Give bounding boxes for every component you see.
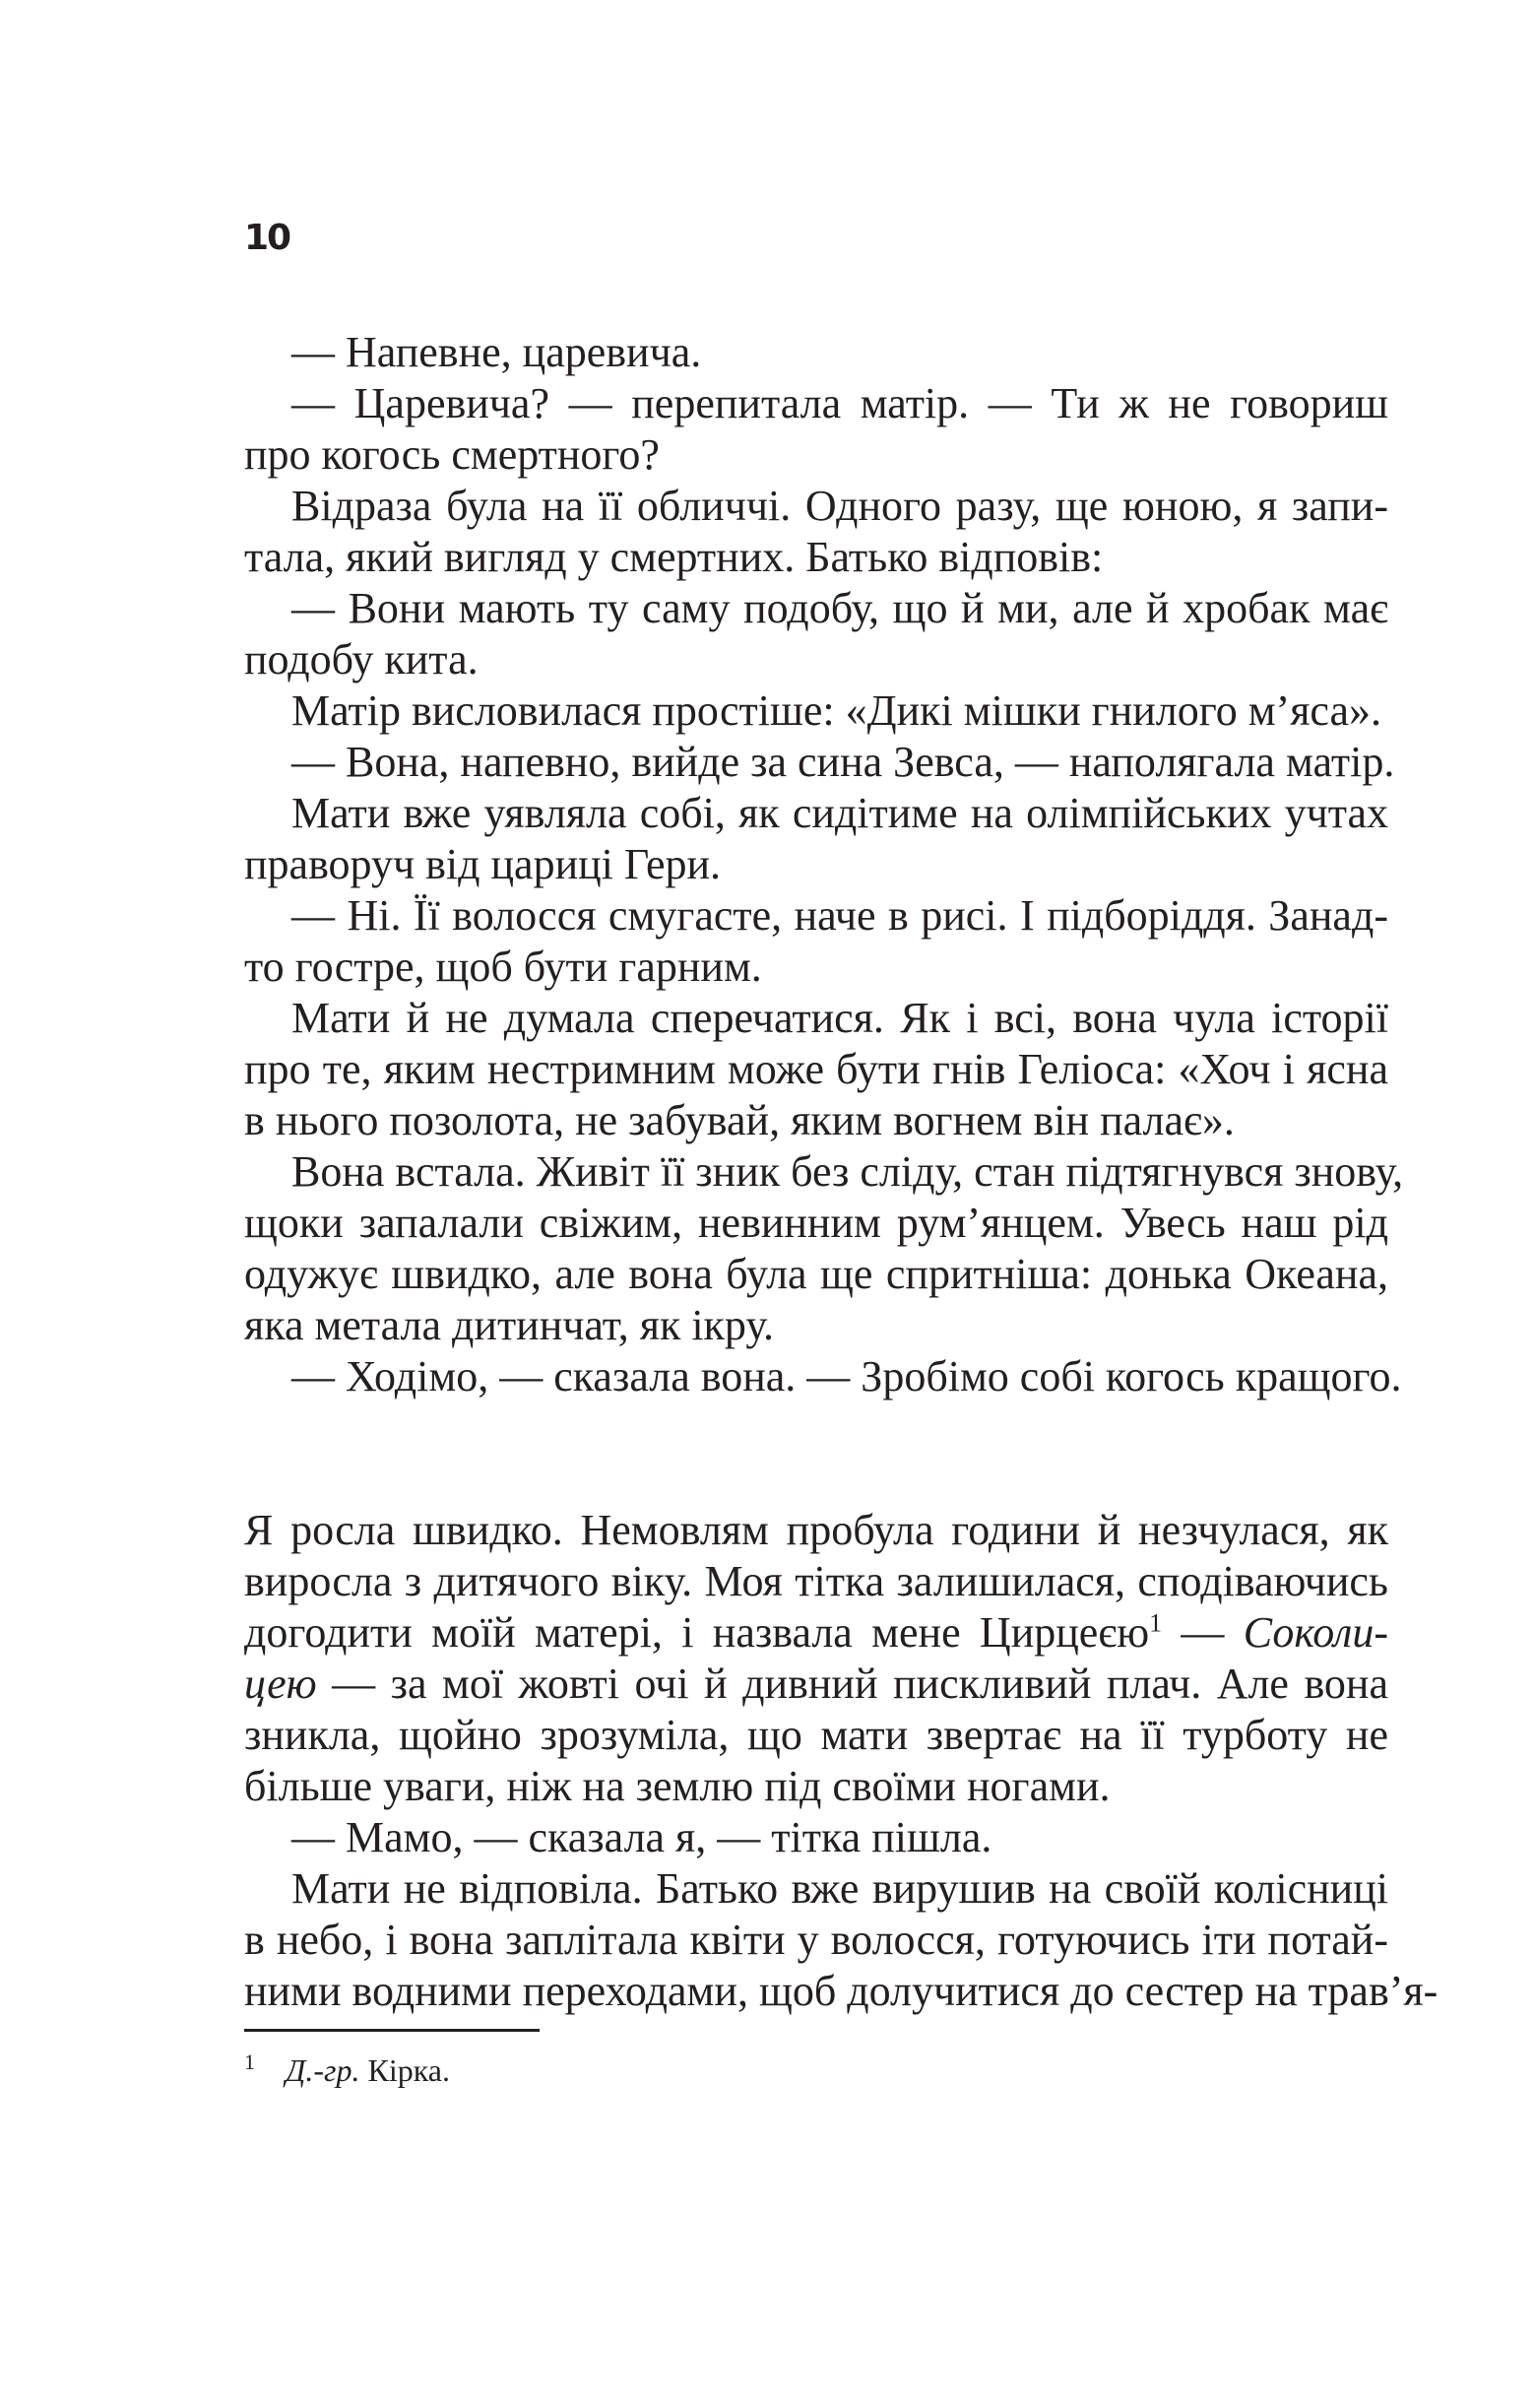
text-block-1 xyxy=(244,327,1404,1402)
paragraph-line: — Царевича? — перепитала матір. — Ти ж не говориш xyxy=(291,379,1388,427)
paragraph-line: Мати не відповіла. Батько вже вирушив на своїй колісниці xyxy=(291,1864,1388,1913)
text-run: — xyxy=(1162,1608,1244,1657)
footnote-reference: 1 xyxy=(1149,1608,1163,1638)
paragraph-line: тала, який вигляд у смертних. Батько відповів: xyxy=(244,533,1104,581)
paragraph-line: — Мамо, — сказала я, — тітка пішла. xyxy=(291,1813,992,1861)
paragraph-line xyxy=(244,1607,1388,1659)
paragraph-line xyxy=(244,1659,1388,1710)
paragraph-line: — Напевне, царевича. xyxy=(291,328,702,376)
footnote: 1 Д.-гр. Кірка. xyxy=(244,2050,450,2088)
paragraph-line: — Вона, напевно, вийде за сина Зевса, — наполягала матір. xyxy=(291,738,1395,786)
paragraph-line: — Ні. Її волосся смугасте, наче в рисі. І підборіддя. Занад- xyxy=(291,891,1388,940)
paragraph-line: праворуч від цариці Гери. xyxy=(244,840,722,888)
paragraph-line: подобу кита. xyxy=(244,635,479,683)
paragraph-line: щоки запалали свіжим, невинним рум’янцем. Увесь наш рід xyxy=(244,1199,1388,1247)
paragraph-line: — Вони мають ту саму подобу, що й ми, але й хробак має xyxy=(291,584,1388,632)
paragraph-line: виросла з дитячого віку. Моя тітка залишилася, сподіваючись xyxy=(244,1557,1388,1605)
paragraph-line: більше уваги, ніж на землю під своїми ногами. xyxy=(244,1762,1111,1810)
text-block-2 xyxy=(244,1505,1439,2017)
page-number: 10 xyxy=(244,218,290,258)
paragraph-line: в небо, і вона заплітала квіти у волосся, готуючись іти потай- xyxy=(244,1916,1388,1964)
paragraph-line: про те, яким нестримним може бути гнів Геліоса: «Хоч і ясна xyxy=(244,1045,1388,1093)
footnote-abbreviation: Д.-гр. xyxy=(286,2052,360,2088)
paragraph-line: Відраза була на її обличчі. Одного разу, ще юною, я запи- xyxy=(291,482,1388,530)
paragraph-line: Матір висловилася простіше: «Дикі мішки гнилого м’яса». xyxy=(291,686,1382,735)
paragraph-line: про когось смертного? xyxy=(244,430,660,479)
paragraph-line: то гостре, щоб бути гарним. xyxy=(244,943,762,991)
text-run: догодити моїй матері, і назвала мене Цирцеєю xyxy=(244,1608,1150,1657)
footnote-divider xyxy=(244,2029,540,2032)
paragraph-line: — Ходімо, — сказала вона. — Зробімо собі когось кращого. xyxy=(291,1352,1402,1400)
italic-text: цею xyxy=(244,1660,317,1708)
paragraph-line: зникла, щойно зрозуміла, що мати звертає на її турботу не xyxy=(244,1711,1388,1759)
paragraph-line: одужує швидко, але вона була ще спритніша: донька Океана, xyxy=(244,1250,1388,1298)
italic-text: Соколи- xyxy=(1243,1608,1388,1657)
paragraph-line: Вона встала. Живіт її зник без сліду, стан підтягнувся знову, xyxy=(291,1147,1404,1196)
paragraph-line: в нього позолота, не забувай, яким вогнем він палає». xyxy=(244,1096,1235,1144)
paragraph-line: Я росла швидко. Немовлям пробула години й незчулася, як xyxy=(244,1506,1388,1554)
paragraph-line: Мати вже уявляла собі, як сидітиме на олімпійських учтах xyxy=(291,789,1388,837)
paragraph-line: ними водними переходами, щоб долучитися до сестер на трав’я- xyxy=(244,1967,1439,2015)
paragraph-line: Мати й не думала сперечатися. Як і всі, вона чула історії xyxy=(291,994,1388,1042)
text-run: — за мої жовті очі й дивний пискливий плач. Але вона xyxy=(316,1660,1388,1708)
footnote-text: Кірка. xyxy=(359,2052,450,2088)
paragraph-line: яка метала дитинчат, як ікру. xyxy=(244,1301,774,1349)
